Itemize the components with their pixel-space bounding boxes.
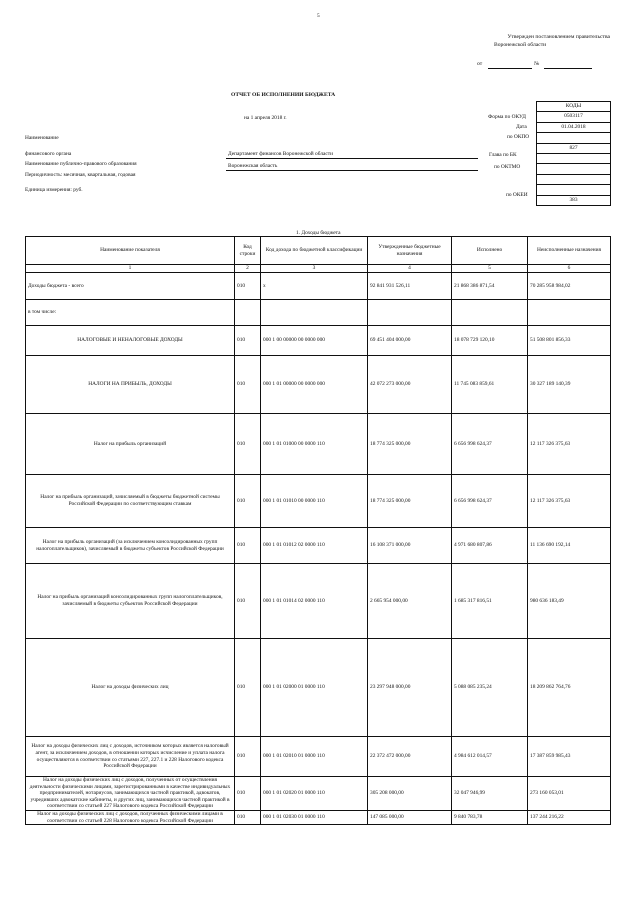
cell-approved: 18 774 325 000,00 [368, 475, 452, 528]
cell-approved: 147 085 000,00 [368, 810, 452, 824]
cell-approved: 42 072 273 000,00 [368, 356, 452, 414]
cell-indicator-name: в том числе: [26, 300, 235, 326]
revenue-table [25, 236, 611, 825]
bk-label: Глава по БК [489, 152, 517, 158]
cell-indicator-name: Налог на доходы физических лиц с доходов, источником которых является налоговый агент, за исключением доходов, в отношении которых исчисление и уплата налога осуществляются в соответствии со статьями 227, 227.1 и 228 Налогового кодекса Российской Федерации [26, 737, 235, 777]
cell-executed: 4 984 612 014,57 [452, 737, 528, 777]
report-title: ОТЧЕТ ОБ ИСПОЛНЕНИИ БЮДЖЕТА [231, 92, 336, 98]
cell-line-code [235, 300, 261, 326]
cell-remaining: 11 136 690 192,14 [528, 528, 611, 564]
header-income-code: Код дохода по бюджетной классификации [261, 237, 368, 265]
okei-label: по ОКЕИ [506, 192, 528, 198]
cell-approved: 2 665 954 000,00 [368, 564, 452, 639]
fin-org-underline [226, 151, 478, 159]
table-row [26, 777, 611, 811]
cell-indicator-name: Доходы бюджета - всего [26, 273, 235, 300]
okpo-label: по ОКПО [507, 134, 530, 140]
table-header-row [26, 237, 611, 265]
okud-value: 0503117 [537, 111, 610, 121]
unit-label: Единица измерения: руб. [25, 187, 83, 193]
cell-executed: 1 685 317 816,51 [452, 564, 528, 639]
cell-executed: 21 868 386 871,54 [452, 273, 528, 300]
header-name: Наименование показателя [26, 237, 235, 265]
okei-value: 383 [537, 195, 610, 205]
cell-line-code: 010 [235, 475, 261, 528]
oktmo-label: по ОКТМО [494, 164, 521, 170]
cell-indicator-name: Налог на прибыль организаций, зачисляемый в бюджеты бюджетной системы Российской Федерации по соответствующим ставкам [26, 475, 235, 528]
cell-executed: 6 656 998 624,37 [452, 414, 528, 475]
blank-code [537, 163, 610, 173]
oktmo-value [537, 153, 610, 163]
cell-remaining: 18 209 862 764,76 [528, 639, 611, 737]
col-number-3: 3 [261, 265, 368, 273]
section-title: 1. Доходы бюджета [296, 230, 341, 236]
okpo-value [537, 132, 610, 142]
header-executed: Исполнено [452, 237, 528, 265]
cell-approved: 16 108 371 000,00 [368, 528, 452, 564]
cell-indicator-name: Налог на прибыль организаций (за исключением консолидированных групп налогоплательщиков), зачисляемый в бюджеты субъектов Российской Федерации [26, 528, 235, 564]
cell-income-code: 000 1 01 02030 01 0000 110 [261, 810, 368, 824]
col-number-2: 2 [235, 265, 261, 273]
cell-line-code: 010 [235, 810, 261, 824]
cell-executed: 4 971 680 807,86 [452, 528, 528, 564]
approval-number-blank [544, 61, 592, 69]
cell-remaining: 273 160 053,01 [528, 777, 611, 811]
public-entity-value: Воронежская область [228, 163, 278, 169]
cell-executed: 18 078 729 120,10 [452, 326, 528, 356]
approval-from-label: от [477, 61, 483, 67]
cell-line-code: 010 [235, 273, 261, 300]
cell-line-code: 010 [235, 777, 261, 811]
public-entity-underline [226, 163, 478, 171]
cell-approved: 23 297 948 000,00 [368, 639, 452, 737]
col-number-4: 4 [368, 265, 452, 273]
cell-indicator-name: Налог на прибыль организаций [26, 414, 235, 475]
cell-executed: 32 047 946,99 [452, 777, 528, 811]
fin-org-label: финансового органа [25, 151, 72, 157]
codes-box [536, 101, 611, 206]
col-number-5: 5 [452, 265, 528, 273]
blank-code-3 [537, 184, 610, 194]
table-row [26, 356, 611, 414]
table-row [26, 300, 611, 326]
table-row [26, 564, 611, 639]
cell-line-code: 010 [235, 326, 261, 356]
cell-remaining: 12 117 326 375,63 [528, 475, 611, 528]
header-remaining: Неисполненные назначения [528, 237, 611, 265]
approval-number-label: № [534, 61, 540, 67]
cell-income-code: 000 1 01 01000 00 0000 110 [261, 414, 368, 475]
codes-header: КОДЫ [537, 101, 610, 111]
cell-approved: 22 372 472 000,00 [368, 737, 452, 777]
cell-executed: 6 656 998 624,37 [452, 475, 528, 528]
cell-approved: 18 774 325 000,00 [368, 414, 452, 475]
page-number: 5 [317, 13, 320, 19]
cell-line-code: 010 [235, 356, 261, 414]
header-line-code: Код строки [235, 237, 261, 265]
bk-value: 827 [537, 143, 610, 153]
public-entity-label: Наименование публично-правового образования [25, 161, 137, 167]
cell-approved: 69 451 404 000,00 [368, 326, 452, 356]
cell-remaining: 17 387 859 985,43 [528, 737, 611, 777]
cell-income-code: 000 1 01 02020 01 0000 110 [261, 777, 368, 811]
table-row [26, 414, 611, 475]
cell-remaining: 980 636 183,49 [528, 564, 611, 639]
cell-income-code: 000 1 01 01012 02 0000 110 [261, 528, 368, 564]
cell-indicator-name: Налог на прибыль организаций консолидированных групп налогоплательщиков, зачисляемый в бюджеты субъектов Российской Федерации [26, 564, 235, 639]
cell-indicator-name: НАЛОГИ НА ПРИБЫЛЬ, ДОХОДЫ [26, 356, 235, 414]
cell-income-code: 000 1 01 00000 00 0000 000 [261, 356, 368, 414]
report-date: на 1 апреля 2018 г. [244, 115, 287, 121]
cell-indicator-name: Налог на доходы физических лиц [26, 639, 235, 737]
col-number-6: 6 [528, 265, 611, 273]
table-row [26, 273, 611, 300]
approval-date-blank [488, 61, 532, 69]
cell-approved: 92 841 931 526,11 [368, 273, 452, 300]
table-row [26, 326, 611, 356]
cell-executed [452, 300, 528, 326]
approval-line-2: Воронежской области [494, 42, 547, 48]
table-row [26, 737, 611, 777]
cell-remaining: 70 285 958 984,02 [528, 273, 611, 300]
cell-indicator-name: Налог на доходы физических лиц с доходов, полученных от осуществления деятельности физическими лицами, зарегистрированными в качестве индивидуальных предпринимателей, нотариусов, занимающихся частной практикой, адвокатов, учредивших адвокатские кабинеты, и других лиц, занимающихся частной практикой в соответствии со статьей 227 Налогового кодекса Российской Федерации [26, 777, 235, 811]
cell-income-code [261, 300, 368, 326]
header-approved: Утвержденные бюджетные назначения [368, 237, 452, 265]
approval-line-1: Утвержден постановлением правительства [507, 34, 610, 40]
cell-remaining: 137 244 216,22 [528, 810, 611, 824]
cell-income-code: x [261, 273, 368, 300]
cell-approved: 305 208 000,00 [368, 777, 452, 811]
column-number-row [26, 265, 611, 273]
cell-income-code: 000 1 01 01010 00 0000 110 [261, 475, 368, 528]
cell-line-code: 010 [235, 528, 261, 564]
table-row [26, 810, 611, 824]
table-row [26, 475, 611, 528]
cell-line-code: 010 [235, 414, 261, 475]
table-row [26, 528, 611, 564]
name-label: Наименование [25, 135, 59, 141]
cell-line-code: 010 [235, 564, 261, 639]
blank-code-2 [537, 174, 610, 184]
col-number-1: 1 [26, 265, 235, 273]
cell-executed: 9 840 783,78 [452, 810, 528, 824]
cell-executed: 11 745 083 859,61 [452, 356, 528, 414]
cell-indicator-name: НАЛОГОВЫЕ И НЕНАЛОГОВЫЕ ДОХОДЫ [26, 326, 235, 356]
cell-income-code: 000 1 01 02000 01 0000 110 [261, 639, 368, 737]
cell-remaining: 51 508 801 856,33 [528, 326, 611, 356]
fin-org-value: Департамент финансов Воронежской области [228, 151, 334, 157]
cell-line-code: 010 [235, 639, 261, 737]
cell-remaining: 30 327 189 140,39 [528, 356, 611, 414]
cell-line-code: 010 [235, 737, 261, 777]
table-row [26, 639, 611, 737]
date-label: Дата [516, 124, 527, 130]
cell-remaining [528, 300, 611, 326]
cell-income-code: 000 1 01 01014 02 0000 110 [261, 564, 368, 639]
cell-indicator-name: Налог на доходы физических лиц с доходов, полученных физическими лицами в соответствии со статьей 228 Налогового кодекса Российской Федерации [26, 810, 235, 824]
date-value: 01.04.2018 [537, 122, 610, 132]
cell-remaining: 12 117 326 375,63 [528, 414, 611, 475]
periodicity: Периодичность: месячная, квартальная, годовая [25, 172, 136, 178]
cell-approved [368, 300, 452, 326]
cell-executed: 5 088 085 235,24 [452, 639, 528, 737]
okud-label: Форма по ОКУД [488, 114, 526, 120]
cell-income-code: 000 1 00 00000 00 0000 000 [261, 326, 368, 356]
cell-income-code: 000 1 01 02010 01 0000 110 [261, 737, 368, 777]
